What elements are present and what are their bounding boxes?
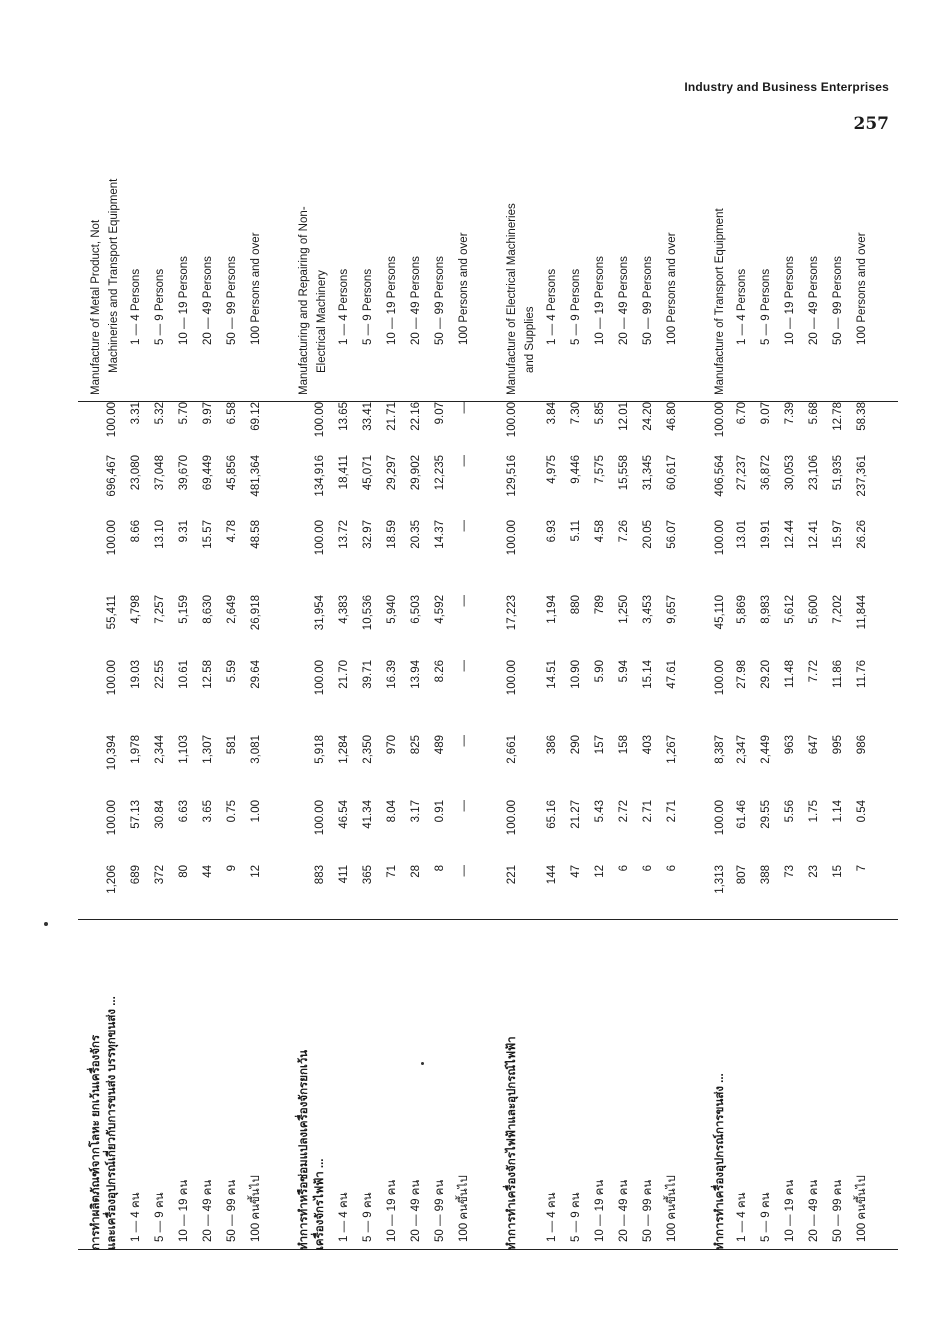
- section-title-english: Machineries and Transport Equipment: [108, 178, 120, 373]
- section-title-thai: และเครื่องอุปกรณ์เกี่ยวกับการขนส่ง บรรทุกขนส่ง ...: [106, 996, 118, 1250]
- table-cell: 6.70: [736, 402, 748, 425]
- table-cell: 14.51: [546, 660, 558, 689]
- table-cell: 47: [570, 865, 582, 878]
- table-cell: 11.76: [856, 660, 868, 688]
- table-cell: 61.46: [736, 800, 748, 829]
- row-label-thai: 10 — 19 คน: [784, 1179, 796, 1242]
- row-label-english: 20 — 49 Persons: [808, 256, 820, 345]
- row-label-english: 10 — 19 Persons: [784, 256, 796, 345]
- table-cell: 46.54: [338, 800, 350, 829]
- table-cell: 2.72: [618, 800, 630, 823]
- table-cell: 1.75: [808, 800, 820, 823]
- table-cell: 12.01: [618, 402, 630, 431]
- table-cell: 1,194: [546, 595, 558, 624]
- table-cell: 15,558: [618, 455, 630, 491]
- table-cell: 65.16: [546, 800, 558, 829]
- table-cell: 8.26: [434, 660, 446, 683]
- row-label-english: 50 — 99 Persons: [832, 256, 844, 345]
- total-value: 100.00: [106, 520, 118, 556]
- table-cell: 157: [594, 735, 606, 755]
- table-cell: 1,978: [130, 735, 142, 764]
- table-cell: 9: [226, 865, 238, 872]
- total-value: 100.00: [506, 660, 518, 696]
- table-cell: 807: [736, 865, 748, 885]
- table-cell: 0.54: [856, 800, 868, 823]
- row-label-english: 1 — 4 Persons: [130, 268, 142, 345]
- table-cell: 21.70: [338, 660, 350, 689]
- table-cell: 2,649: [226, 595, 238, 624]
- table-cell: 15.14: [642, 660, 654, 689]
- table-cell: 6: [642, 865, 654, 872]
- table-cell: 8.66: [130, 520, 142, 543]
- table-cell: 481,364: [250, 455, 262, 497]
- row-label-english: 1 — 4 Persons: [546, 268, 558, 345]
- table-cell: 2,449: [760, 735, 772, 764]
- table-cell: 41.34: [362, 800, 374, 829]
- total-value: 883: [314, 865, 326, 885]
- row-label-english: 100 Persons and over: [856, 232, 868, 345]
- table-cell: 9,446: [570, 455, 582, 484]
- table-cell: 1,250: [618, 595, 630, 624]
- row-label-thai: 1 — 4 คน: [130, 1192, 142, 1242]
- table-cell: 16.39: [386, 660, 398, 689]
- page-number: 257: [853, 114, 889, 134]
- table-cell: 6.58: [226, 402, 238, 425]
- table-cell: 6.93: [546, 520, 558, 543]
- row-label-english: 20 — 49 Persons: [618, 256, 630, 345]
- table-cell: 5,159: [178, 595, 190, 624]
- table-cell: 12,235: [434, 455, 446, 491]
- row-label-thai: 50 — 99 คน: [226, 1179, 238, 1242]
- table-cell: 3.65: [202, 800, 214, 823]
- row-label-english: 1 — 4 Persons: [736, 268, 748, 345]
- table-cell: 29,902: [410, 455, 422, 491]
- total-value: 55,411: [106, 595, 118, 630]
- table-cell: 23,080: [130, 455, 142, 491]
- table-cell: 5.11: [570, 520, 582, 542]
- table-cell: 7.39: [784, 402, 796, 425]
- table-cell: 789: [594, 595, 606, 615]
- table-cell: 12.44: [784, 520, 796, 549]
- running-head: Industry and Business Enterprises: [684, 80, 889, 94]
- table-cell: 30,053: [784, 455, 796, 491]
- table-cell: 9,657: [666, 595, 678, 624]
- table-cell: 26,918: [250, 595, 262, 631]
- table-cell: 386: [546, 735, 558, 755]
- total-value: 100.00: [506, 402, 518, 438]
- row-label-english: 20 — 49 Persons: [202, 256, 214, 345]
- table-cell: 1,307: [202, 735, 214, 764]
- table-cell: 5.85: [594, 402, 606, 425]
- table-cell: 13.94: [410, 660, 422, 689]
- table-cell: 12.41: [808, 520, 820, 549]
- table-cell: 689: [130, 865, 142, 885]
- table-cell: 19.91: [760, 520, 772, 549]
- table-cell: 12.58: [202, 660, 214, 689]
- total-value: 696,467: [106, 455, 118, 497]
- row-label-thai: 100 คนขึ้นไป: [856, 1175, 868, 1242]
- table-cell: 73: [784, 865, 796, 878]
- table-cell: 7: [856, 865, 868, 872]
- table-cell: 6: [618, 865, 630, 872]
- table-cell: 403: [642, 735, 654, 755]
- table-cell: 20.35: [410, 520, 422, 549]
- total-value: 1,313: [714, 865, 726, 894]
- total-value: 100.00: [106, 800, 118, 836]
- row-label-thai: 50 — 99 คน: [642, 1179, 654, 1242]
- table-cell: 5.70: [178, 402, 190, 425]
- section-title-english: Manufacture of Transport Equipment: [714, 208, 726, 395]
- rotated-statistics-table: [78, 140, 898, 1250]
- row-label-english: 50 — 99 Persons: [226, 256, 238, 345]
- table-cell: 56.07: [666, 520, 678, 549]
- total-value: 10,394: [106, 735, 118, 771]
- table-cell: 11,844: [856, 595, 868, 630]
- row-label-thai: 20 — 49 คน: [618, 1179, 630, 1242]
- english-label-column: [78, 135, 898, 395]
- table-cell: 9.97: [202, 402, 214, 425]
- table-cell: 12: [250, 865, 262, 878]
- table-cell: 6: [666, 865, 678, 872]
- total-value: 8,387: [714, 735, 726, 764]
- table-cell: 46.80: [666, 402, 678, 431]
- row-label-thai: 5 — 9 คน: [154, 1192, 166, 1242]
- section-title-english: Manufacturing and Repairing of Non-: [298, 206, 310, 395]
- row-label-english: 5 — 9 Persons: [154, 268, 166, 345]
- table-cell: 995: [832, 735, 844, 755]
- table-cell: —: [458, 402, 470, 414]
- table-cell: 489: [434, 735, 446, 755]
- table-cell: 5.56: [784, 800, 796, 823]
- table-cell: 290: [570, 735, 582, 755]
- table-cell: 19.03: [130, 660, 142, 689]
- table-cell: 237,361: [856, 455, 868, 497]
- table-cell: 9.07: [434, 402, 446, 425]
- row-label-english: 1 — 4 Persons: [338, 268, 350, 345]
- table-cell: 7.30: [570, 402, 582, 425]
- table-cell: 10,536: [362, 595, 374, 631]
- table-cell: 7,202: [832, 595, 844, 624]
- total-value: 100.00: [314, 402, 326, 438]
- row-label-thai: 20 — 49 คน: [202, 1179, 214, 1242]
- table-cell: 8,630: [202, 595, 214, 624]
- section-title-english: Electrical Machinery: [316, 270, 328, 373]
- table-cell: 21.71: [386, 402, 398, 431]
- table-cell: 2,350: [362, 735, 374, 764]
- table-cell: —: [458, 595, 470, 607]
- table-cell: 144: [546, 865, 558, 885]
- total-value: 134,916: [314, 455, 326, 497]
- row-label-thai: 50 — 99 คน: [832, 1179, 844, 1242]
- row-label-english: 5 — 9 Persons: [570, 268, 582, 345]
- row-label-english: 10 — 19 Persons: [178, 256, 190, 345]
- row-label-english: 100 Persons and over: [458, 232, 470, 345]
- row-label-thai: 100 คนขึ้นไป: [666, 1175, 678, 1242]
- table-cell: 51,935: [832, 455, 844, 491]
- table-cell: 5.94: [618, 660, 630, 683]
- table-cell: 388: [760, 865, 772, 885]
- table-cell: 13.10: [154, 520, 166, 549]
- row-label-thai: 5 — 9 คน: [362, 1192, 374, 1242]
- table-cell: 29.55: [760, 800, 772, 829]
- total-value: 5,918: [314, 735, 326, 764]
- total-value: 100.00: [714, 660, 726, 696]
- table-cell: 2,347: [736, 735, 748, 764]
- section-title-thai: เครื่องจักรไฟฟ้า ...: [314, 1158, 326, 1250]
- table-cell: 7.72: [808, 660, 820, 683]
- table-cell: 27.98: [736, 660, 748, 689]
- table-cell: 13.72: [338, 520, 350, 549]
- table-cell: 411: [338, 865, 350, 884]
- table-cell: 7.26: [618, 520, 630, 543]
- table-cell: 9.31: [178, 520, 190, 543]
- table-cell: 2.71: [666, 800, 678, 823]
- table-cell: 4.78: [226, 520, 238, 543]
- total-value: 129,516: [506, 455, 518, 497]
- table-cell: 581: [226, 735, 238, 755]
- table-cell: 14.37: [434, 520, 446, 549]
- total-value: 100.00: [506, 800, 518, 836]
- table-cell: 3.84: [546, 402, 558, 425]
- table-cell: 57.13: [130, 800, 142, 829]
- table-cell: 4,592: [434, 595, 446, 624]
- section-title-english: Manufacture of Electrical Machineries: [506, 203, 518, 395]
- table-cell: 39.71: [362, 660, 374, 689]
- row-label-english: 100 Persons and over: [250, 232, 262, 345]
- table-cell: 47.61: [666, 660, 678, 689]
- total-value: 100.00: [106, 660, 118, 696]
- section-title-thai: ทำการทำเครื่องอุปกรณ์การขนส่ง ...: [714, 1073, 726, 1250]
- table-cell: 23: [808, 865, 820, 878]
- table-cell: 4,975: [546, 455, 558, 484]
- table-cell: 970: [386, 735, 398, 755]
- row-label-thai: 100 คนขึ้นไป: [458, 1175, 470, 1242]
- row-label-thai: 20 — 49 คน: [808, 1179, 820, 1242]
- total-value: 17,223: [506, 595, 518, 631]
- row-label-english: 5 — 9 Persons: [760, 268, 772, 345]
- table-cell: 32.97: [362, 520, 374, 549]
- row-label-english: 5 — 9 Persons: [362, 268, 374, 345]
- total-value: 31,954: [314, 595, 326, 631]
- table-cell: 69,449: [202, 455, 214, 491]
- table-cell: 71: [386, 865, 398, 878]
- row-label-thai: 1 — 4 คน: [736, 1192, 748, 1242]
- table-cell: 29.20: [760, 660, 772, 689]
- table-cell: 20.05: [642, 520, 654, 549]
- total-value: 100.00: [714, 800, 726, 836]
- table-cell: 9.07: [760, 402, 772, 425]
- table-cell: 1,267: [666, 735, 678, 764]
- row-label-thai: 20 — 49 คน: [410, 1179, 422, 1242]
- table-cell: 27,237: [736, 455, 748, 491]
- table-cell: —: [458, 800, 470, 812]
- table-cell: 37,048: [154, 455, 166, 491]
- row-label-english: 10 — 19 Persons: [594, 256, 606, 345]
- table-cell: 11.86: [832, 660, 844, 688]
- table-cell: 1,103: [178, 735, 190, 764]
- total-value: 100.00: [714, 402, 726, 438]
- table-cell: 29.64: [250, 660, 262, 689]
- table-cell: 60,617: [666, 455, 678, 491]
- table-cell: 31,345: [642, 455, 654, 491]
- table-cell: 15.57: [202, 520, 214, 549]
- table-cell: 8: [434, 865, 446, 872]
- table-cell: 15.97: [832, 520, 844, 549]
- table-cell: 4.58: [594, 520, 606, 543]
- stray-dot-mark: [44, 922, 48, 926]
- table-cell: 963: [784, 735, 796, 755]
- table-cell: 4,798: [130, 595, 142, 624]
- table-cell: 365: [362, 865, 374, 885]
- table-cell: 18.59: [386, 520, 398, 549]
- table-cell: 48.58: [250, 520, 262, 549]
- table-cell: 36,872: [760, 455, 772, 491]
- total-value: 406,564: [714, 455, 726, 497]
- row-label-english: 10 — 19 Persons: [386, 256, 398, 345]
- table-cell: 11.48: [784, 660, 796, 688]
- table-cell: 69.12: [250, 402, 262, 431]
- table-cell: 158: [618, 735, 630, 755]
- table-cell: 880: [570, 595, 582, 615]
- table-cell: 1,284: [338, 735, 350, 764]
- row-label-thai: 1 — 4 คน: [546, 1192, 558, 1242]
- total-value: 100.00: [506, 520, 518, 556]
- row-label-thai: 100 คนขึ้นไป: [250, 1175, 262, 1242]
- table-cell: 5,869: [736, 595, 748, 624]
- table-cell: 3,081: [250, 735, 262, 764]
- table-cell: 26.26: [856, 520, 868, 549]
- table-cell: 1.00: [250, 800, 262, 823]
- table-cell: 45,856: [226, 455, 238, 491]
- thai-label-column: [78, 930, 898, 1250]
- table-cell: 21.27: [570, 800, 582, 829]
- table-cell: 5,612: [784, 595, 796, 624]
- table-cell: 2,344: [154, 735, 166, 764]
- row-label-thai: 50 — 99 คน: [434, 1179, 446, 1242]
- table-cell: 10.61: [178, 660, 190, 689]
- table-cell: 44: [202, 865, 214, 878]
- table-cell: 7,575: [594, 455, 606, 484]
- table-cell: 39,670: [178, 455, 190, 491]
- row-label-english: 50 — 99 Persons: [434, 256, 446, 345]
- table-cell: —: [458, 735, 470, 747]
- row-label-thai: 10 — 19 คน: [594, 1179, 606, 1242]
- table-cell: —: [458, 865, 470, 877]
- table-cell: 4,383: [338, 595, 350, 624]
- table-cell: 2.71: [642, 800, 654, 823]
- table-cell: 825: [410, 735, 422, 755]
- total-value: 1,206: [106, 865, 118, 894]
- table-cell: 12: [594, 865, 606, 878]
- table-cell: —: [458, 520, 470, 532]
- total-value: 100.00: [314, 660, 326, 696]
- table-cell: 7,257: [154, 595, 166, 624]
- row-label-thai: 5 — 9 คน: [760, 1192, 772, 1242]
- table-cell: 22.16: [410, 402, 422, 431]
- table-cell: 13.65: [338, 402, 350, 431]
- table-cell: 3,453: [642, 595, 654, 624]
- table-cell: 5.90: [594, 660, 606, 683]
- table-cell: 647: [808, 735, 820, 755]
- table-cell: 5.43: [594, 800, 606, 823]
- table-cell: 80: [178, 865, 190, 878]
- total-value: 100.00: [314, 520, 326, 556]
- row-label-thai: 1 — 4 คน: [338, 1192, 350, 1242]
- table-cell: 18,411: [338, 455, 350, 490]
- row-label-thai: 10 — 19 คน: [386, 1179, 398, 1242]
- section-title-english: Manufacture of Metal Product, Not: [90, 219, 102, 395]
- table-cell: 1.14: [832, 800, 844, 823]
- table-cell: 0.75: [226, 800, 238, 823]
- table-cell: 15: [832, 865, 844, 878]
- table-cell: 5.59: [226, 660, 238, 683]
- table-cell: 33.41: [362, 402, 374, 431]
- table-cell: 45,071: [362, 455, 374, 491]
- table-cell: 12.78: [832, 402, 844, 431]
- table-cell: 8.04: [386, 800, 398, 823]
- table-cell: 24.20: [642, 402, 654, 431]
- table-cell: 5.32: [154, 402, 166, 425]
- table-cell: 0.91: [434, 800, 446, 823]
- row-label-english: 100 Persons and over: [666, 232, 678, 345]
- row-label-thai: 5 — 9 คน: [570, 1192, 582, 1242]
- total-value: 221: [506, 865, 518, 885]
- total-value: 100.00: [314, 800, 326, 836]
- total-value: 100.00: [714, 520, 726, 556]
- table-cell: 5,940: [386, 595, 398, 624]
- table-cell: 58.38: [856, 402, 868, 431]
- table-cell: 986: [856, 735, 868, 755]
- table-cell: 5,600: [808, 595, 820, 624]
- table-cell: 372: [154, 865, 166, 885]
- table-cell: 3.31: [130, 402, 142, 425]
- total-value: 2,661: [506, 735, 518, 764]
- table-cell: 13.01: [736, 520, 748, 549]
- table-cell: 10.90: [570, 660, 582, 689]
- table-cell: 22.55: [154, 660, 166, 689]
- section-title-thai: การทำผลิตภัณฑ์จากโลหะ ยกเว้นเครื่องจักร: [90, 1034, 102, 1250]
- section-title-thai: ทำการทำเครื่องจักรไฟฟ้าและอุปกรณ์ไฟฟ้า: [506, 1036, 518, 1250]
- table-cell: 8,983: [760, 595, 772, 624]
- section-title-thai: ทำการทำหรือซ่อมแปลงเครื่องจักรยกเว้น: [298, 1049, 310, 1250]
- table-cell: 6.63: [178, 800, 190, 823]
- table-cell: 5.68: [808, 402, 820, 425]
- table-cell: 6,503: [410, 595, 422, 624]
- table-cell: —: [458, 455, 470, 467]
- total-value: 100.00: [106, 402, 118, 438]
- section-title-english: and Supplies: [524, 306, 536, 373]
- total-value: 45,110: [714, 595, 726, 630]
- table-cell: 30.84: [154, 800, 166, 829]
- table-cell: 29,297: [386, 455, 398, 491]
- row-label-thai: 10 — 19 คน: [178, 1179, 190, 1242]
- table-cell: 28: [410, 865, 422, 878]
- table-cell: 23,106: [808, 455, 820, 491]
- table-cell: 3.17: [410, 800, 422, 823]
- row-label-english: 50 — 99 Persons: [642, 256, 654, 345]
- table-cell: —: [458, 660, 470, 672]
- row-label-english: 20 — 49 Persons: [410, 256, 422, 345]
